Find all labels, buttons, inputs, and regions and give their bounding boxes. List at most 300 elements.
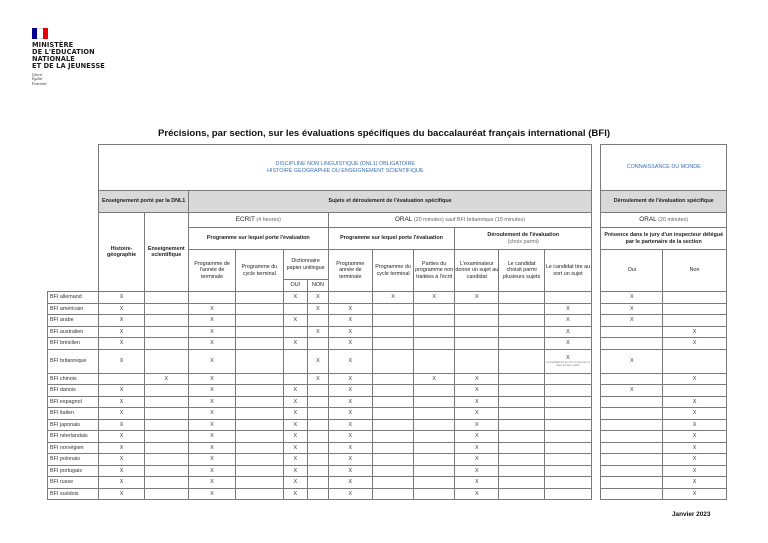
cell-mark — [236, 373, 283, 385]
x-mark: X — [210, 305, 214, 312]
table-row — [48, 303, 727, 315]
cell-mark — [283, 292, 308, 304]
dnl-heading — [99, 145, 592, 191]
cell-mark — [414, 454, 455, 466]
cell-mark — [188, 373, 235, 385]
table-row — [48, 338, 727, 350]
x-mark: X — [692, 328, 697, 335]
ecrit-duration: (4 heures) — [256, 217, 281, 224]
cell-mark — [372, 373, 413, 385]
table-row — [48, 454, 727, 466]
x-mark: X — [119, 398, 124, 405]
cell-mark — [499, 315, 544, 327]
cell-mark — [663, 408, 727, 420]
cell-mark — [372, 315, 413, 327]
sujets-header: Sujets et déroulement de l'évaluation spécifique — [188, 191, 591, 213]
cell-mark — [499, 465, 544, 477]
cell-mark — [328, 326, 372, 338]
cell-mark — [372, 408, 413, 420]
cell-mark — [372, 326, 413, 338]
x-mark: X — [119, 317, 124, 324]
cell-mark — [414, 488, 455, 500]
column-gap — [592, 431, 601, 443]
x-mark: X — [293, 294, 298, 301]
x-mark: X — [293, 340, 298, 347]
x-mark: X — [119, 456, 124, 463]
cell-mark — [144, 454, 188, 466]
cell-mark — [601, 396, 663, 408]
x-mark: X — [293, 398, 298, 405]
cell-mark — [663, 431, 727, 443]
cell-mark — [601, 408, 663, 420]
cell-mark — [414, 349, 455, 373]
cell-mark — [544, 396, 591, 408]
cell-mark — [663, 454, 727, 466]
cell-mark — [372, 419, 413, 431]
cell-mark — [144, 292, 188, 304]
cell-mark — [544, 292, 591, 304]
column-gap — [592, 396, 601, 408]
cell-mark — [601, 326, 663, 338]
cell-mark — [308, 349, 329, 373]
cell-mark — [283, 373, 308, 385]
cell-mark — [601, 338, 663, 350]
x-mark: X — [348, 317, 353, 324]
cell-mark — [308, 303, 329, 315]
cell-mark — [308, 454, 329, 466]
cell-mark — [99, 419, 144, 431]
section-name: BFI néerlandais — [48, 431, 99, 443]
cell-mark — [663, 465, 727, 477]
cell-mark — [328, 419, 372, 431]
x-mark: X — [293, 387, 298, 394]
column-gap — [592, 228, 601, 250]
cell-mark — [601, 349, 663, 373]
x-mark: X — [119, 357, 124, 364]
cell-mark — [499, 326, 544, 338]
x-mark: X — [629, 357, 634, 364]
x-mark: X — [210, 433, 214, 440]
cell-mark — [414, 385, 455, 397]
enseignement-header: Enseignement porté par la DNL1 — [99, 191, 188, 213]
x-mark: X — [210, 490, 214, 497]
cell-mark — [99, 385, 144, 397]
cell-mark — [455, 396, 499, 408]
cell-mark — [372, 488, 413, 500]
x-mark: X — [692, 456, 697, 463]
ministry-line: DE L'ÉDUCATION — [32, 48, 95, 56]
cell-mark — [328, 373, 372, 385]
cell-mark — [283, 303, 308, 315]
cm-non-header: Non — [663, 250, 727, 292]
cell-mark — [414, 303, 455, 315]
cell-mark — [99, 303, 144, 315]
x-mark: X — [475, 421, 479, 428]
cell-mark — [499, 477, 544, 489]
column-gap — [592, 292, 601, 304]
cell-mark — [283, 396, 308, 408]
cell-mark — [544, 419, 591, 431]
cell-mark — [414, 419, 455, 431]
x-mark: X — [119, 410, 124, 417]
cell-mark — [663, 292, 727, 304]
cell-mark — [283, 326, 308, 338]
section-name: BFI brésilien — [48, 338, 99, 350]
x-mark: X — [348, 305, 353, 312]
cell-mark — [188, 408, 235, 420]
cell-mark — [144, 431, 188, 443]
cell-mark — [283, 408, 308, 420]
cell-mark — [99, 488, 144, 500]
cell-mark — [99, 477, 144, 489]
cell-mark — [328, 454, 372, 466]
cell-mark — [144, 349, 188, 373]
x-mark: X — [210, 479, 214, 486]
x-mark: X — [629, 317, 634, 324]
cell-mark — [414, 315, 455, 327]
cell-mark — [544, 431, 591, 443]
cm-deroulement-header: Déroulement de l'évaluation spécifique — [601, 191, 727, 213]
section-name: BFI portugais — [48, 465, 99, 477]
x-mark: X — [210, 387, 214, 394]
table-row — [48, 431, 727, 443]
cell-mark — [499, 419, 544, 431]
cell-mark — [236, 292, 283, 304]
cell-mark — [188, 385, 235, 397]
cell-mark — [499, 303, 544, 315]
cell-mark — [455, 338, 499, 350]
cell-mark — [144, 465, 188, 477]
cell-mark — [283, 431, 308, 443]
cm-heading: CONNAISSANCE DU MONDE — [601, 145, 727, 191]
table-row — [48, 292, 727, 304]
programme-ecrit-header: Programme sur lequel porte l'évaluation — [188, 228, 328, 250]
cell-mark — [283, 349, 308, 373]
cell-mark — [328, 349, 372, 373]
cell-mark — [455, 315, 499, 327]
x-mark: X — [348, 456, 353, 463]
cell-mark — [308, 385, 329, 397]
section-name: BFI suédois — [48, 488, 99, 500]
x-mark: X — [348, 490, 353, 497]
column-gap — [592, 213, 601, 228]
x-mark: X — [210, 398, 214, 405]
cell-mark — [308, 488, 329, 500]
column-gap — [592, 465, 601, 477]
blank-corner — [48, 250, 99, 280]
x-mark: X — [692, 421, 697, 428]
cell-mark — [99, 442, 144, 454]
cell-mark — [601, 454, 663, 466]
cell-mark — [544, 442, 591, 454]
x-mark: X — [119, 444, 124, 451]
cell-mark — [414, 292, 455, 304]
cell-mark — [499, 442, 544, 454]
x-mark: X — [164, 375, 169, 382]
cell-mark — [283, 477, 308, 489]
cell-mark — [283, 315, 308, 327]
column-gap — [592, 250, 601, 280]
table-row — [48, 349, 727, 373]
ecrit-label: ECRIT — [235, 216, 255, 224]
cell-mark — [372, 454, 413, 466]
cell-mark — [455, 431, 499, 443]
x-mark: X — [119, 421, 124, 428]
cell-mark — [144, 419, 188, 431]
x-mark: X — [210, 421, 214, 428]
cell-mark — [372, 442, 413, 454]
footer-date: Janvier 2023 — [672, 511, 711, 518]
cell-mark — [372, 292, 413, 304]
oral-label: ORAL — [394, 216, 413, 224]
x-mark: X — [316, 305, 320, 312]
cell-mark — [455, 477, 499, 489]
cell-mark — [372, 338, 413, 350]
column-gap — [592, 315, 601, 327]
x-mark: X — [119, 387, 124, 394]
cell-mark — [188, 326, 235, 338]
x-mark: X — [692, 490, 697, 497]
cell-mark — [99, 349, 144, 373]
cell-mark — [144, 385, 188, 397]
ministry-line: ET DE LA JEUNESSE — [32, 62, 105, 70]
column-gap — [592, 373, 601, 385]
cell-mark — [308, 465, 329, 477]
motto-line: Liberté — [32, 73, 43, 77]
x-mark: X — [119, 467, 124, 474]
cm-oral-duration: (20 minutes) — [658, 217, 689, 224]
x-mark: X — [475, 398, 479, 405]
cell-mark — [601, 442, 663, 454]
cell-mark — [372, 385, 413, 397]
cell-mark — [188, 315, 235, 327]
ministry-line: NATIONALE — [32, 55, 75, 63]
table-row — [48, 442, 727, 454]
cell-mark — [99, 396, 144, 408]
sub-header: Parties du programme non traitées à l'écrit — [414, 250, 455, 292]
x-mark: X — [210, 357, 214, 364]
cell-mark — [328, 488, 372, 500]
cell-mark — [601, 419, 663, 431]
cell-mark — [99, 431, 144, 443]
cell-mark — [663, 326, 727, 338]
ministry-line: MINISTÈRE — [32, 41, 74, 49]
histoire-header: Histoire-géographie — [99, 213, 144, 292]
x-mark: X — [348, 433, 353, 440]
x-mark: X — [348, 328, 353, 335]
cell-mark — [455, 442, 499, 454]
cell-mark — [188, 303, 235, 315]
cell-mark — [414, 465, 455, 477]
ministry-logo — [32, 28, 105, 86]
cell-mark — [328, 315, 372, 327]
table-row — [48, 488, 727, 500]
cell-mark — [544, 349, 591, 373]
cell-note: Le candidat tire au sort un sujet sur la base de deux sujets — [546, 361, 590, 368]
cell-mark — [308, 315, 329, 327]
x-mark: X — [692, 479, 697, 486]
cell-mark — [414, 326, 455, 338]
cell-mark — [663, 385, 727, 397]
cell-mark — [544, 408, 591, 420]
cell-mark — [308, 326, 329, 338]
cell-mark — [601, 488, 663, 500]
table-row — [48, 465, 727, 477]
cell-mark — [99, 326, 144, 338]
cell-mark — [283, 385, 308, 397]
oui-header: OUI — [283, 280, 308, 292]
x-mark: X — [316, 328, 320, 335]
cell-mark — [601, 292, 663, 304]
x-mark: X — [566, 354, 570, 361]
cell-mark — [414, 431, 455, 443]
cell-mark — [455, 349, 499, 373]
x-mark: X — [293, 490, 298, 497]
cell-mark — [308, 419, 329, 431]
cell-mark — [283, 465, 308, 477]
sub-header: Programme de l'année de terminale — [188, 250, 235, 292]
cell-mark — [236, 338, 283, 350]
column-gap — [592, 408, 601, 420]
dnl-subtitle: HISTOIRE GEOGRAPHIE OU ENSEIGNEMENT SCIENTIFIQUE — [267, 167, 424, 174]
cell-mark — [601, 477, 663, 489]
x-mark: X — [316, 375, 320, 382]
cell-mark — [144, 315, 188, 327]
cell-mark — [544, 454, 591, 466]
cell-mark — [663, 442, 727, 454]
x-mark: X — [119, 294, 124, 301]
cell-mark — [188, 349, 235, 373]
cell-mark — [663, 488, 727, 500]
cell-mark — [414, 408, 455, 420]
table-row — [48, 373, 727, 385]
cell-mark — [372, 349, 413, 373]
cell-mark — [328, 338, 372, 350]
cell-mark — [236, 465, 283, 477]
cell-mark — [283, 488, 308, 500]
cell-mark — [372, 303, 413, 315]
cell-mark — [236, 349, 283, 373]
cell-mark — [236, 385, 283, 397]
cell-mark — [144, 396, 188, 408]
cell-mark — [663, 338, 727, 350]
cell-mark — [236, 477, 283, 489]
x-mark: X — [566, 328, 570, 335]
cell-mark — [283, 442, 308, 454]
cell-mark — [499, 408, 544, 420]
x-mark: X — [692, 433, 697, 440]
cell-mark — [308, 292, 329, 304]
x-mark: X — [348, 357, 353, 364]
x-mark: X — [566, 340, 570, 347]
x-mark: X — [293, 317, 298, 324]
sub-header: Programme du cycle terminal — [372, 250, 413, 292]
cell-mark — [236, 396, 283, 408]
non-header: NON — [308, 280, 329, 292]
page-title: Précisions, par section, sur les évaluations spécifiques du baccalauréat français international (BFI) — [157, 128, 611, 139]
cell-mark — [99, 315, 144, 327]
sub-header: Programme année de terminale — [328, 250, 372, 292]
cell-mark — [544, 315, 591, 327]
column-gap — [592, 280, 601, 292]
cell-mark — [601, 385, 663, 397]
x-mark: X — [210, 340, 214, 347]
x-mark: X — [475, 410, 479, 417]
column-gap — [592, 442, 601, 454]
x-mark: X — [348, 410, 353, 417]
x-mark: X — [210, 456, 214, 463]
cell-mark — [544, 477, 591, 489]
cell-mark — [455, 385, 499, 397]
section-name: BFI russe — [48, 477, 99, 489]
x-mark: X — [348, 467, 353, 474]
cell-mark — [144, 373, 188, 385]
x-mark: X — [348, 421, 353, 428]
cell-mark — [601, 431, 663, 443]
x-mark: X — [475, 479, 479, 486]
x-mark: X — [692, 375, 697, 382]
column-gap — [592, 349, 601, 373]
cell-mark — [663, 349, 727, 373]
cm-oral-label: ORAL — [639, 216, 657, 224]
cell-mark — [328, 477, 372, 489]
oral-header — [328, 213, 591, 228]
x-mark: X — [629, 305, 634, 312]
x-mark: X — [692, 340, 697, 347]
cell-mark — [544, 385, 591, 397]
cell-mark — [663, 419, 727, 431]
cell-mark — [372, 465, 413, 477]
cell-mark — [188, 477, 235, 489]
x-mark: X — [119, 490, 124, 497]
x-mark: X — [475, 387, 479, 394]
cell-mark — [499, 431, 544, 443]
cell-mark — [414, 338, 455, 350]
cell-mark — [499, 338, 544, 350]
x-mark: X — [316, 294, 320, 301]
cell-mark — [663, 373, 727, 385]
cell-mark — [372, 396, 413, 408]
table-row — [48, 315, 727, 327]
x-mark: X — [692, 398, 697, 405]
cell-mark — [188, 338, 235, 350]
cell-mark — [663, 303, 727, 315]
section-name: BFI danois — [48, 385, 99, 397]
cell-mark — [663, 396, 727, 408]
cell-mark — [188, 419, 235, 431]
cell-mark — [308, 396, 329, 408]
x-mark: X — [692, 467, 697, 474]
x-mark: X — [210, 410, 214, 417]
x-mark: X — [475, 375, 479, 382]
cell-mark — [328, 303, 372, 315]
section-name: BFI japonais — [48, 419, 99, 431]
x-mark: X — [432, 375, 436, 382]
cell-mark — [544, 373, 591, 385]
cell-mark — [144, 477, 188, 489]
programme-oral-header: Programme sur lequel porte l'évaluation — [328, 228, 455, 250]
section-name: BFI américain — [48, 303, 99, 315]
cell-mark — [601, 373, 663, 385]
cell-mark — [99, 373, 144, 385]
x-mark: X — [566, 305, 570, 312]
cell-mark — [308, 431, 329, 443]
cell-mark — [236, 454, 283, 466]
x-mark: X — [119, 479, 124, 486]
cell-mark — [144, 408, 188, 420]
cell-mark — [499, 349, 544, 373]
x-mark: X — [566, 317, 570, 324]
